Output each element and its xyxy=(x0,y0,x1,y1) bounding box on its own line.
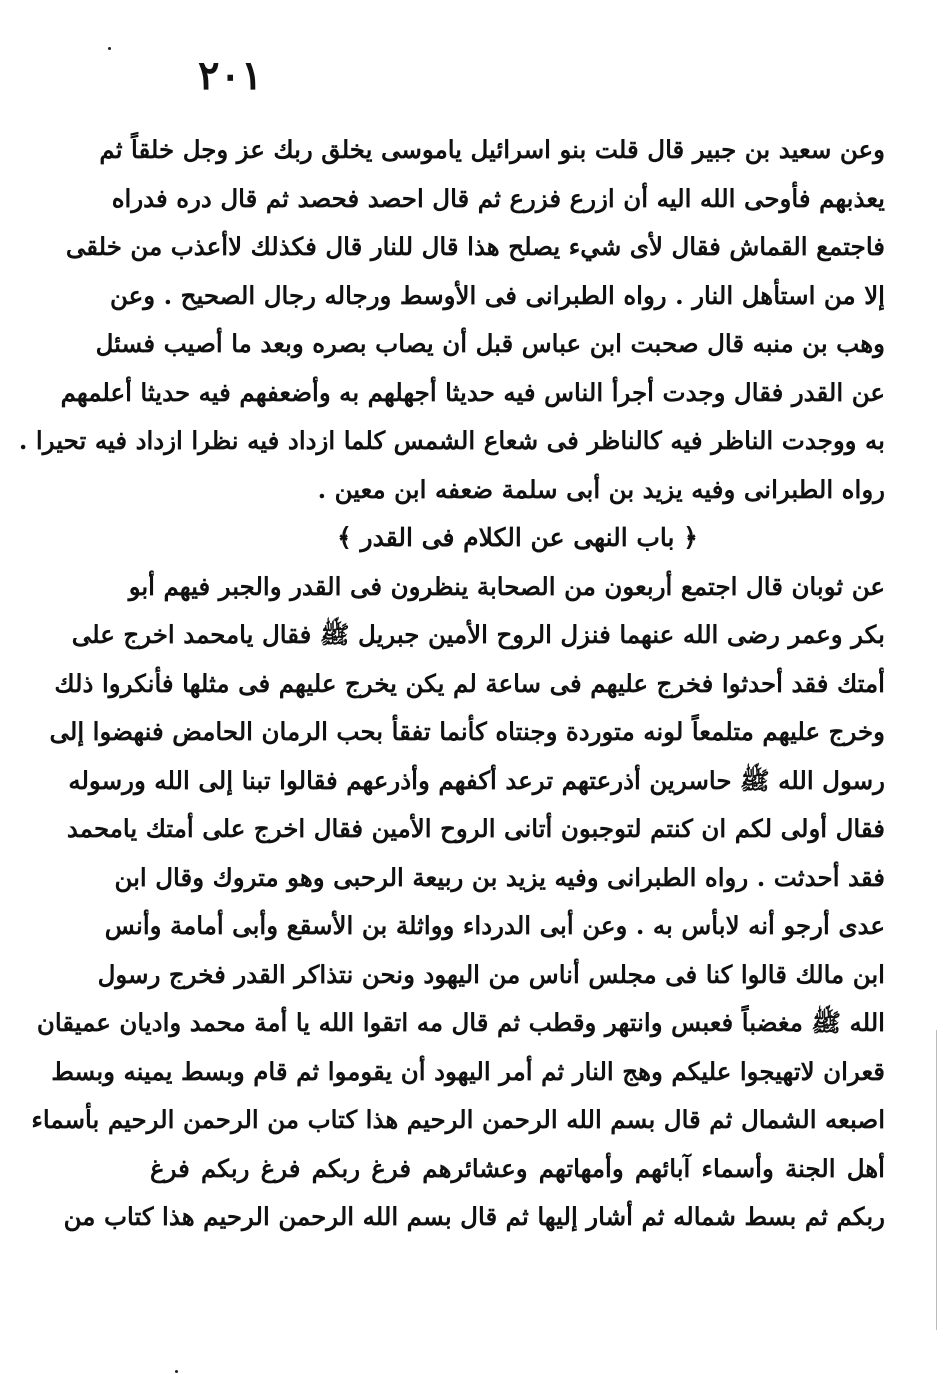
text-line: ابن مالك قالوا كنا فى مجلس أناس من اليهود ونحن نتذاكر القدر فخرج رسول xyxy=(97,959,885,989)
body-text xyxy=(18,126,885,1242)
text-line: بكر وعمر رضى الله عنهما فنزل الروح الأمين جبريل ﷺ فقال يامحمد اخرج على xyxy=(71,620,885,649)
text-line: قعران لاتهيجوا عليكم وهج النار ثم أمر اليهود أن يقوموا ثم قام وبسط يمينه وبسط xyxy=(51,1056,885,1086)
text-line: وهب بن منبه قال صحبت ابن عباس قبل أن يصاب بصره وبعد ما أصيب فسئل xyxy=(95,329,885,358)
text-line: اصبعه الشمال ثم قال بسم الله الرحمن الرحيم هذا كتاب من الرحمن الرحيم بأسماء xyxy=(31,1105,885,1134)
text-line: عن ثوبان قال اجتمع أربعون من الصحابة ينظرون فى القدر والجبر فيهم أبو xyxy=(128,571,885,601)
ink-speck xyxy=(175,1370,178,1373)
chapter-heading: ﴿ باب النهى عن الكلام فى القدر ﴾ xyxy=(337,523,698,552)
text-line: عدى أرجو أنه لابأس به . وعن أبى الدرداء وواثلة بن الأسقع وأبى أمامة وأنس xyxy=(104,911,885,940)
text-line: وعن سعيد بن جبير قال قلت بنو اسرائيل ياموسى يخلق ربك عز وجل خلقاً ثم xyxy=(99,135,885,164)
ink-speck xyxy=(108,47,111,50)
text-line: أمتك فقد أحدثوا فخرج عليهم فى ساعة لم يكن يخرج عليهم فى مثلها فأنكروا ذلك xyxy=(54,668,885,698)
text-line: رواه الطبرانى وفيه يزيد بن أبى سلمة ضعفه ابن معين . xyxy=(317,474,885,504)
text-line: رسول الله ﷺ حاسرين أذرعتهم ترعد أكفهم وأذرعهم فقالوا تبنا إلى الله ورسوله xyxy=(68,765,885,795)
text-line: يعذبهم فأوحى الله اليه أن ازرع فزرع ثم قال احصد فحصد ثم قال دره فدراه xyxy=(111,183,885,213)
text-line: إلا من استأهل النار . رواه الطبرانى فى الأوسط ورجاله رجال الصحيح . وعن xyxy=(109,280,885,310)
text-line: وخرج عليهم متلمعاً لونه متوردة وجنتاه كأنما تفقأ بحب الرمان الحامض فنهضوا إلى xyxy=(49,717,885,746)
text-line: به ووجدت الناظر فيه كالناظر فى شعاع الشمس كلما ازداد فيه نظرا ازداد فيه تحيرا . xyxy=(18,426,885,455)
text-line: عن القدر فقال وجدت أجرأ الناس فيه حديثا أجهلهم به وأضعفهم فيه حديثا أعلمهم xyxy=(60,377,885,407)
text-line: أهل الجنة وأسماء آبائهم وأمهاتهم وعشائرهم فرغ ربكم فرغ ربكم فرغ xyxy=(150,1153,885,1183)
text-line: فقد أحدثت . رواه الطبرانى وفيه يزيد بن ربيعة الرحبى وهو متروك وقال ابن xyxy=(114,862,885,892)
text-line: فاجتمع القماش فقال لأى شيء يصلح هذا قال للنار قال فكذلك لاأعذب من خلقى xyxy=(65,232,885,261)
page-number: ٢٠١ xyxy=(198,52,263,99)
text-line: فقال أولى لكم ان كنتم لتوجبون أتانى الروح الأمين فقال اخرج على أمتك يامحمد xyxy=(66,814,885,843)
text-line: الله ﷺ مغضباً فعبس وانتهر وقطب ثم قال مه اتقوا الله يا أمة محمد واديان عميقان xyxy=(36,1008,885,1037)
text-line: ربكم ثم بسط شماله ثم أشار إليها ثم قال بسم الله الرحمن الرحيم هذا كتاب من xyxy=(63,1202,885,1231)
page-edge-shadow xyxy=(936,1030,938,1330)
